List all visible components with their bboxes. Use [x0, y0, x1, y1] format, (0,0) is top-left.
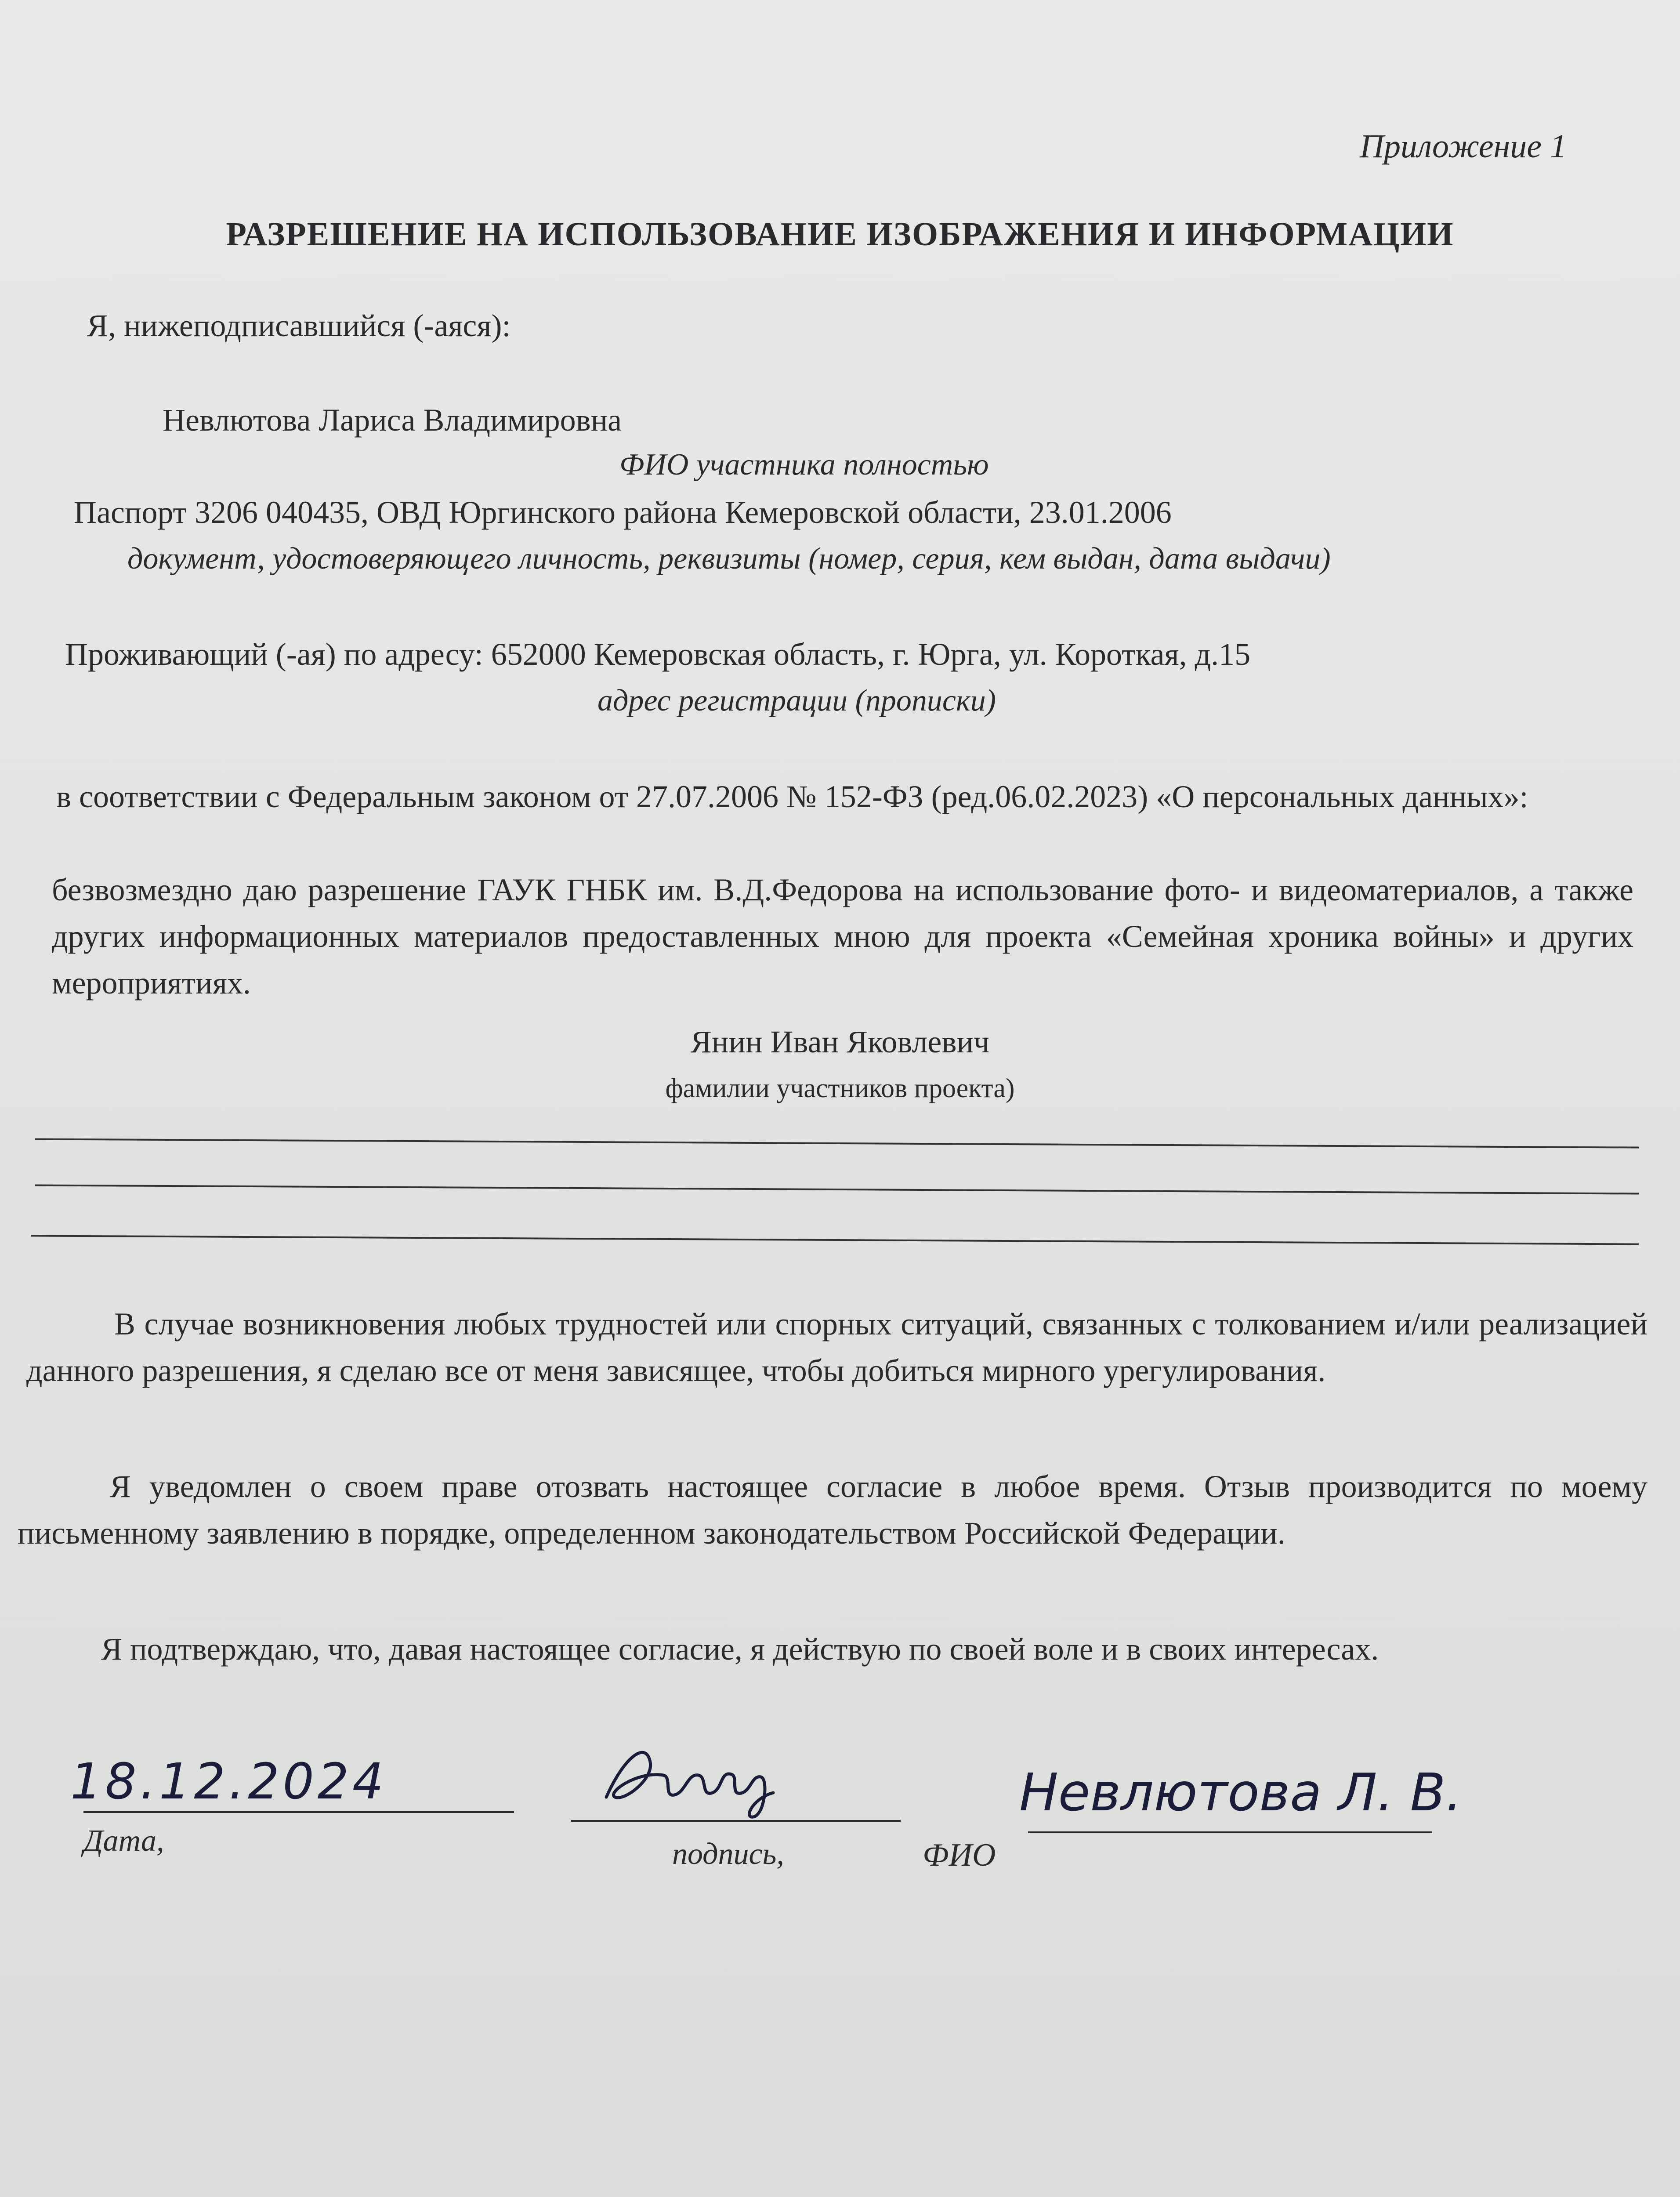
project-participant-name: Янин Иван Яковлевич — [690, 1024, 990, 1059]
grant-paragraph: безвозмездно даю разрешение ГАУК ГНБК им. В.Д.Федорова на использование фото- и видеоматериалов, а также других информационных материалов предоставленных мною для проекта «Семейная хроника войны» и других мероприятиях. — [52, 872, 1633, 1001]
handwritten-date: 18.12.2024 — [70, 1753, 387, 1810]
blank-line — [35, 1138, 1639, 1148]
passport-caption: документ, удостоверяющего личность, реквизиты (номер, серия, кем выдан, дата выдачи) — [127, 542, 1331, 576]
appendix-label: Приложение 1 — [1360, 128, 1567, 165]
dispute-paragraph: В случае возникновения любых трудностей или спорных ситуаций, связанных с толкованием и/или реализацией данного разрешения, я сделаю все от меня зависящее, чтобы добиться мирного урегулирования. — [26, 1306, 1647, 1388]
intro-label: Я, нижеподписавшийся (-аяся): — [87, 308, 511, 343]
blank-line — [31, 1235, 1639, 1245]
law-paragraph: в соответствии с Федеральным законом от 27.07.2006 № 152-ФЗ (ред.06.02.2023) «О персональных данных»: — [56, 779, 1528, 814]
signature-caption: подпись, — [672, 1837, 784, 1871]
participant-full-name: Невлютова Лариса Владимировна — [163, 402, 622, 438]
address-caption: адрес регистрации (прописки) — [597, 684, 996, 718]
confirm-paragraph: Я подтверждаю, что, давая настоящее согласие, я действую по своей воле и в своих интересах. — [101, 1631, 1379, 1667]
blank-line — [35, 1184, 1639, 1194]
passport-details: Паспорт 3206 040435, ОВД Юргинского района Кемеровской области, 23.01.2006 — [74, 495, 1172, 530]
signature-line — [571, 1820, 901, 1822]
date-line — [83, 1811, 514, 1813]
fio-caption: ФИО — [923, 1837, 996, 1873]
fio-line — [1028, 1831, 1432, 1833]
date-caption: Дата, — [83, 1824, 164, 1858]
handwritten-fio: Невлютова Л. В. — [1019, 1762, 1463, 1823]
residence-address: Проживающий (-ая) по адресу: 652000 Кемеровская область, г. Юрга, ул. Короткая, д.15 — [65, 637, 1251, 672]
full-name-caption: ФИО участника полностью — [619, 448, 989, 482]
handwritten-signature — [597, 1731, 817, 1824]
project-participant-caption: фамилии участников проекта) — [665, 1073, 1015, 1103]
document-title: РАЗРЕШЕНИЕ НА ИСПОЛЬЗОВАНИЕ ИЗОБРАЖЕНИЯ И ИНФОРМАЦИИ — [226, 216, 1454, 253]
revoke-paragraph: Я уведомлен о своем праве отозвать настоящее согласие в любое время. Отзыв производится по моему письменному заявлению в порядке, определенном законодательством Российской Федерации. — [18, 1469, 1647, 1551]
